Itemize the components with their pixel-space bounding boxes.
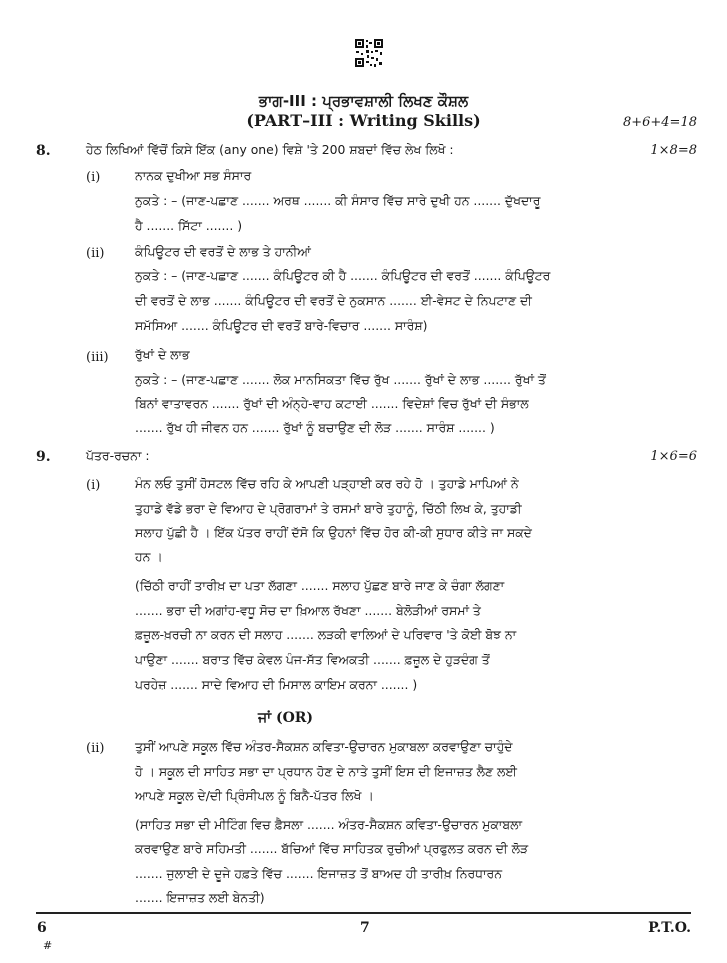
q9-option-i-line: ਫ਼ਜ਼ੂਲ-ਖ਼ਰਚੀ ਨਾ ਕਰਨ ਦੀ ਸਲਾਹ ....... ਲੜਕੀ ਵਾਲਿਆਂ ਦੇ ਪਰਿਵਾਰ 'ਤੇ ਕੋਈ ਬੋਝ ਨਾ bbox=[135, 627, 517, 642]
question-8-instruction: ਹੇਠ ਲਿਖਿਆਂ ਵਿੱਚੋਂ ਕਿਸੇ ਇੱਕ (any one) ਵਿਸ਼ੇ 'ਤੇ 200 ਸ਼ਬਦਾਂ ਵਿੱਚ ਲੇਖ ਲਿਖੋ : bbox=[86, 142, 454, 157]
question-9-marks: 1×6=6 bbox=[650, 449, 697, 464]
part-title-english: (PART–III : Writing Skills) bbox=[246, 111, 481, 130]
q9-option-i-line: ਪਰਹੇਜ਼ ....... ਸਾਦੇ ਵਿਆਹ ਦੀ ਮਿਸਾਲ ਕਾਇਮ ਕਰਨਾ ....... ) bbox=[135, 677, 418, 692]
question-8-number: 8. bbox=[36, 143, 51, 159]
question-9-instruction: ਪੱਤਰ-ਰਚਨਾ : bbox=[86, 448, 150, 463]
q8-option-iii-line: ....... ਰੁੱਖ ਹੀ ਜੀਵਨ ਹਨ ....... ਰੁੱਖਾਂ ਨੂੰ ਬਚਾਉਣ ਦੀ ਲੋੜ ....... ਸਾਰੰਸ਼ ....... ) bbox=[135, 420, 495, 435]
q9-option-ii-label: (ii) bbox=[86, 741, 105, 756]
q8-option-ii-line: ਕੰਪਿਊਟਰ ਦੀ ਵਰਤੋਂ ਦੇ ਲਾਭ ਤੇ ਹਾਨੀਆਂ bbox=[135, 244, 311, 259]
footer-hash: # bbox=[43, 939, 53, 952]
q9-option-ii-line: ....... ਇਜਾਜ਼ਤ ਲਈ ਬੇਨਤੀ) bbox=[135, 890, 265, 905]
q8-option-iii-label: (iii) bbox=[86, 350, 109, 365]
q9-option-ii-line: (ਸਾਹਿਤ ਸਭਾ ਦੀ ਮੀਟਿੰਗ ਵਿਚ ਫ਼ੈਸਲਾ ....... ਅੰਤਰ-ਸੈਕਸ਼ਨ ਕਵਿਤਾ-ਉਚਾਰਨ ਮੁਕਾਬਲਾ bbox=[135, 817, 522, 832]
q8-option-ii-line: ਸਮੱਸਿਆ ....... ਕੰਪਿਊਟਰ ਦੀ ਵਰਤੋਂ ਬਾਰੇ-ਵਿਚਾਰ ....... ਸਾਰੰਸ਼) bbox=[135, 318, 428, 333]
qr-code-icon bbox=[354, 38, 384, 68]
q8-option-ii-line: ਨੁਕਤੇ : – (ਜਾਣ-ਪਛਾਣ ....... ਕੰਪਿਊਟਰ ਕੀ ਹੈ ....... ਕੰਪਿਊਟਰ ਦੀ ਵਰਤੋਂ ....... ਕੰਪਿਊਟਰ bbox=[135, 268, 551, 283]
q8-option-iii-line: ਰੁੱਖਾਂ ਦੇ ਲਾਭ bbox=[135, 347, 190, 362]
q9-option-i-line: ਪਾਉਣਾ ....... ਬਰਾਤ ਵਿੱਚ ਕੇਵਲ ਪੰਜ-ਸੱਤ ਵਿਅਕਤੀ ....... ਫ਼ਜ਼ੂਲ ਦੇ ਹੁੜਦੰਗ ਤੋਂ bbox=[135, 652, 490, 667]
q9-option-i-label: (i) bbox=[86, 478, 101, 493]
q9-option-i-line: ਸਲਾਹ ਪੁੱਛੀ ਹੈ । ਇੱਕ ਪੱਤਰ ਰਾਹੀਂ ਦੱਸੋ ਕਿ ਉਹਨਾਂ ਵਿੱਚ ਹੋਰ ਕੀ-ਕੀ ਸੁਧਾਰ ਕੀਤੇ ਜਾ ਸਕਦੇ bbox=[135, 525, 532, 540]
part-title-punjabi: ਭਾਗ-III : ਪ੍ਰਭਾਵਸ਼ਾਲੀ ਲਿਖਣ ਕੌਸ਼ਲ bbox=[258, 92, 469, 110]
q9-option-ii-line: ਹੋ । ਸਕੂਲ ਦੀ ਸਾਹਿਤ ਸਭਾ ਦਾ ਪ੍ਰਧਾਨ ਹੋਣ ਦੇ ਨਾਤੇ ਤੁਸੀਂ ਇਸ ਦੀ ਇਜਾਜ਼ਤ ਲੈਣ ਲਈ bbox=[135, 764, 517, 779]
page-number: 7 bbox=[360, 920, 370, 936]
q8-option-iii-line: ਨੁਕਤੇ : – (ਜਾਣ-ਪਛਾਣ ....... ਲੋਕ ਮਾਨਸਿਕਤਾ ਵਿੱਚ ਰੁੱਖ ....... ਰੁੱਖਾਂ ਦੇ ਲਾਭ ....... ਰੁੱਖਾਂ ਤੋਂ bbox=[135, 372, 546, 387]
q8-option-i-line: ਨੁਕਤੇ : – (ਜਾਣ-ਪਛਾਣ ....... ਅਰਥ ....... ਕੀ ਸੰਸਾਰ ਵਿੱਚ ਸਾਰੇ ਦੁਖੀ ਹਨ ....... ਦੁੱਖਦਾਰੂ bbox=[135, 193, 541, 208]
q9-option-i-line: ....... ਭਰਾ ਦੀ ਅਗਾਂਹ-ਵਧੂ ਸੋਚ ਦਾ ਖ਼ਿਆਲ ਰੱਖਣਾ ....... ਬੇਲੋੜੀਆਂ ਰਸਮਾਂ ਤੇ bbox=[135, 603, 481, 618]
q9-option-ii-line: ਕਰਵਾਉਣ ਬਾਰੇ ਸਹਿਮਤੀ ....... ਬੱਚਿਆਂ ਵਿੱਚ ਸਾਹਿਤਕ ਰੁਚੀਆਂ ਪ੍ਰਫੁਲਤ ਕਰਨ ਦੀ ਲੋੜ bbox=[135, 841, 529, 856]
q8-option-i-label: (i) bbox=[86, 170, 101, 185]
q9-option-ii-line: ਆਪਣੇ ਸਕੂਲ ਦੇ/ਦੀ ਪ੍ਰਿੰਸੀਪਲ ਨੂੰ ਬਿਨੈ-ਪੱਤਰ ਲਿਖੋ । bbox=[135, 788, 374, 803]
footer-divider bbox=[36, 912, 691, 914]
q9-option-i-line: ਮੰਨ ਲਓ ਤੁਸੀਂ ਹੋਸਟਲ ਵਿੱਚ ਰਹਿ ਕੇ ਆਪਣੀ ਪੜ੍ਹਾਈ ਕਰ ਰਹੇ ਹੋ । ਤੁਹਾਡੇ ਮਾਪਿਆਂ ਨੇ bbox=[135, 476, 519, 491]
q8-option-iii-line: ਬਿਨਾਂ ਵਾਤਾਵਰਨ ....... ਰੁੱਖਾਂ ਦੀ ਅੰਨ੍ਹੇ-ਵਾਹ ਕਟਾਈ ....... ਵਿਦੇਸ਼ਾਂ ਵਿਚ ਰੁੱਖਾਂ ਦੀ ਸੰਭਾਲ bbox=[135, 396, 529, 411]
q9-option-i-line: ਤੁਹਾਡੇ ਵੱਡੇ ਭਰਾ ਦੇ ਵਿਆਹ ਦੇ ਪ੍ਰੋਗਰਾਮਾਂ ਤੇ ਰਸਮਾਂ ਬਾਰੇ ਤੁਹਾਨੂੰ, ਚਿੱਠੀ ਲਿਖ ਕੇ, ਤੁਹਾਡੀ bbox=[135, 501, 522, 516]
pto-label: P.T.O. bbox=[648, 920, 691, 936]
q8-option-ii-line: ਦੀ ਵਰਤੋਂ ਦੇ ਲਾਭ ....... ਕੰਪਿਊਟਰ ਦੀ ਵਰਤੋਂ ਦੇ ਨੁਕਸਾਨ ....... ਈ-ਵੇਸਟ ਦੇ ਨਿਪਟਾਣ ਦੀ bbox=[135, 293, 532, 308]
q9-option-i-line: ਹਨ । bbox=[135, 549, 163, 564]
or-separator: ਜਾਂ (OR) bbox=[258, 710, 314, 726]
q9-option-i-line: (ਚਿੱਠੀ ਰਾਹੀਂ ਤਾਰੀਖ਼ ਦਾ ਪਤਾ ਲੱਗਣਾ ....... ਸਲਾਹ ਪੁੱਛਣ ਬਾਰੇ ਜਾਣ ਕੇ ਚੰਗਾ ਲੱਗਣਾ bbox=[135, 578, 505, 593]
q8-option-ii-label: (ii) bbox=[86, 246, 105, 261]
part-marks: 8+6+4=18 bbox=[622, 115, 697, 130]
q9-option-ii-line: ....... ਜੁਲਾਈ ਦੇ ਦੂਜੇ ਹਫ਼ਤੇ ਵਿੱਚ ....... ਇਜਾਜ਼ਤ ਤੋਂ ਬਾਅਦ ਹੀ ਤਾਰੀਖ਼ ਨਿਰਧਾਰਨ bbox=[135, 866, 502, 881]
question-8-marks: 1×8=8 bbox=[650, 143, 697, 158]
footer-left-number: 6 bbox=[37, 920, 47, 936]
question-9-number: 9. bbox=[36, 449, 51, 465]
q8-option-i-line: ਨਾਨਕ ਦੁਖੀਆ ਸਭ ਸੰਸਾਰ bbox=[135, 168, 252, 183]
q8-option-i-line: ਹੈ ....... ਸਿੱਟਾ ....... ) bbox=[135, 218, 243, 233]
q9-option-ii-line: ਤੁਸੀਂ ਆਪਣੇ ਸਕੂਲ ਵਿੱਚ ਅੰਤਰ-ਸੈਕਸ਼ਨ ਕਵਿਤਾ-ਉਚਾਰਨ ਮੁਕਾਬਲਾ ਕਰਵਾਉਣਾ ਚਾਹੁੰਦੇ bbox=[135, 739, 513, 754]
